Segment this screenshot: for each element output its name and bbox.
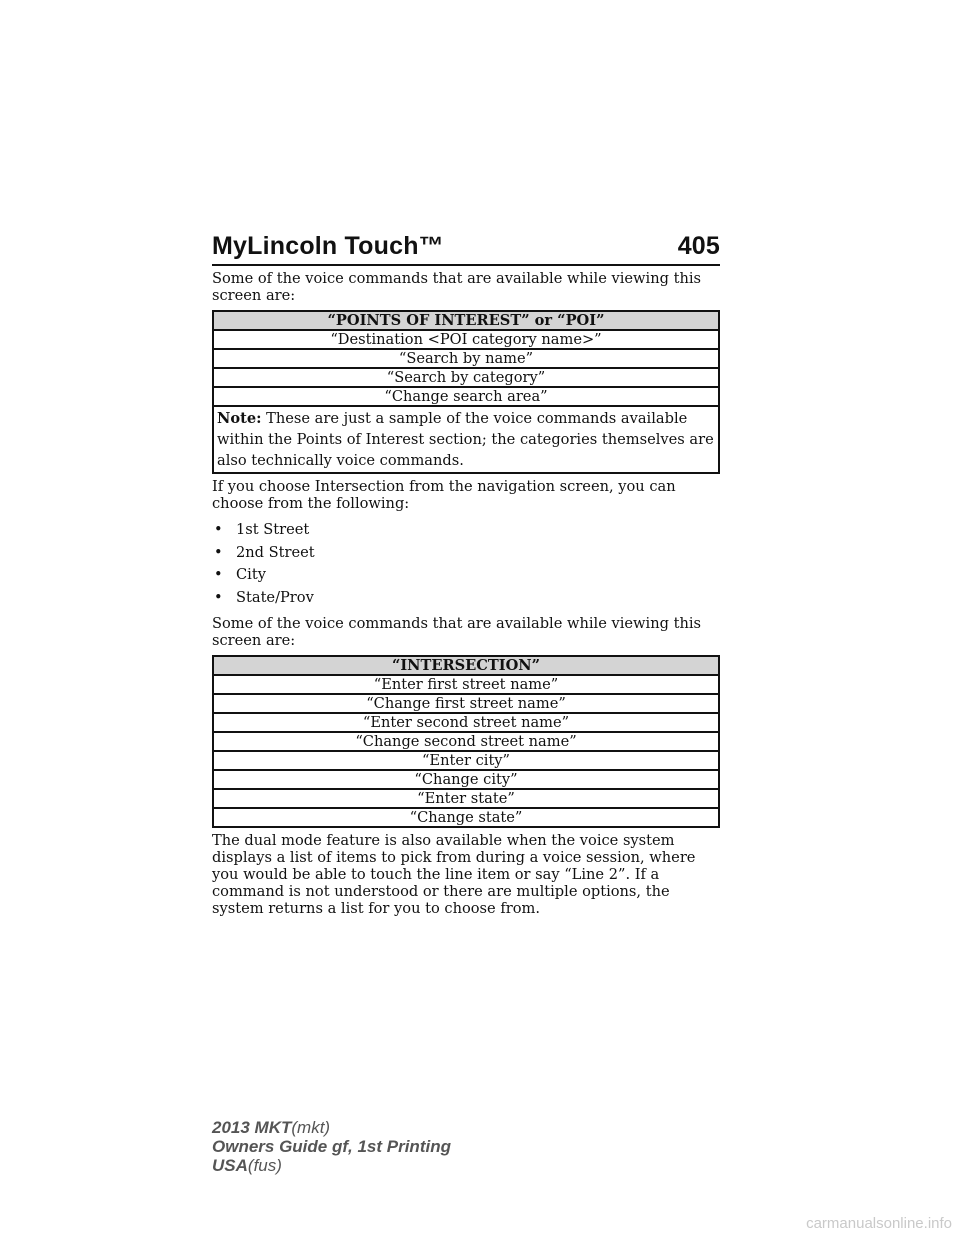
page-body [212,270,722,923]
table-row: “Change first street name” [213,694,719,713]
note-label: Note: [217,410,262,427]
bullet-icon: • [214,566,223,584]
table-row: “Search by category” [213,368,719,387]
table-row: “Enter state” [213,789,719,808]
table-row: “Search by name” [213,349,719,368]
page-header [212,232,720,261]
list-item: • City [214,566,266,584]
print-footer: 2013 MKT(mkt) Owners Guide gf, 1st Printing USA(fus) [212,1118,451,1175]
bullet-icon: • [214,520,223,538]
bullet-icon: • [214,543,223,561]
watermark: carmanualsonline.info [806,1215,952,1232]
header-rule [212,264,720,266]
intersection-options-list [212,518,722,609]
table-row: “Change second street name” [213,732,719,751]
table-row: “Change state” [213,808,719,827]
bullet-icon: • [214,589,223,607]
list-item: • 1st Street [214,520,310,538]
intersection-commands-table [212,655,720,828]
intro-paragraph-1: Some of the voice commands that are available while viewing this screen are: [212,270,702,304]
table-row: “Enter city” [213,751,719,770]
table-row: “Change search area” [213,387,719,406]
poi-table-note [213,406,719,473]
list-item: • State/Prov [214,589,314,607]
table-row: “Enter first street name” [213,675,719,694]
closing-paragraph: The dual mode feature is also available when the voice system displays a list of items to pick from during a voice session, where you would be able to touch the line item or say “Line 2”. If a command is not understood or there are multiple options, the system returns a list for you to choose from. [212,832,696,918]
poi-table-heading: “POINTS OF INTEREST” or “POI” [213,311,719,330]
intersection-table-heading: “INTERSECTION” [213,656,719,675]
poi-commands-table [212,310,720,474]
table-row: “Destination <POI category name>” [213,330,719,349]
table-row: “Change city” [213,770,719,789]
table-row: “Enter second street name” [213,713,719,732]
page-number: 405 [677,232,720,260]
list-item: • 2nd Street [214,543,315,561]
section-title: MyLincoln Touch™ [212,232,444,260]
note-text: These are just a sample of the voice commands available within the Points of Interest section; the categories themselves are also technically voice commands. [217,410,714,469]
intersection-intro: If you choose Intersection from the navigation screen, you can choose from the following: [212,478,676,512]
intro-paragraph-2: Some of the voice commands that are available while viewing this screen are: [212,615,702,650]
